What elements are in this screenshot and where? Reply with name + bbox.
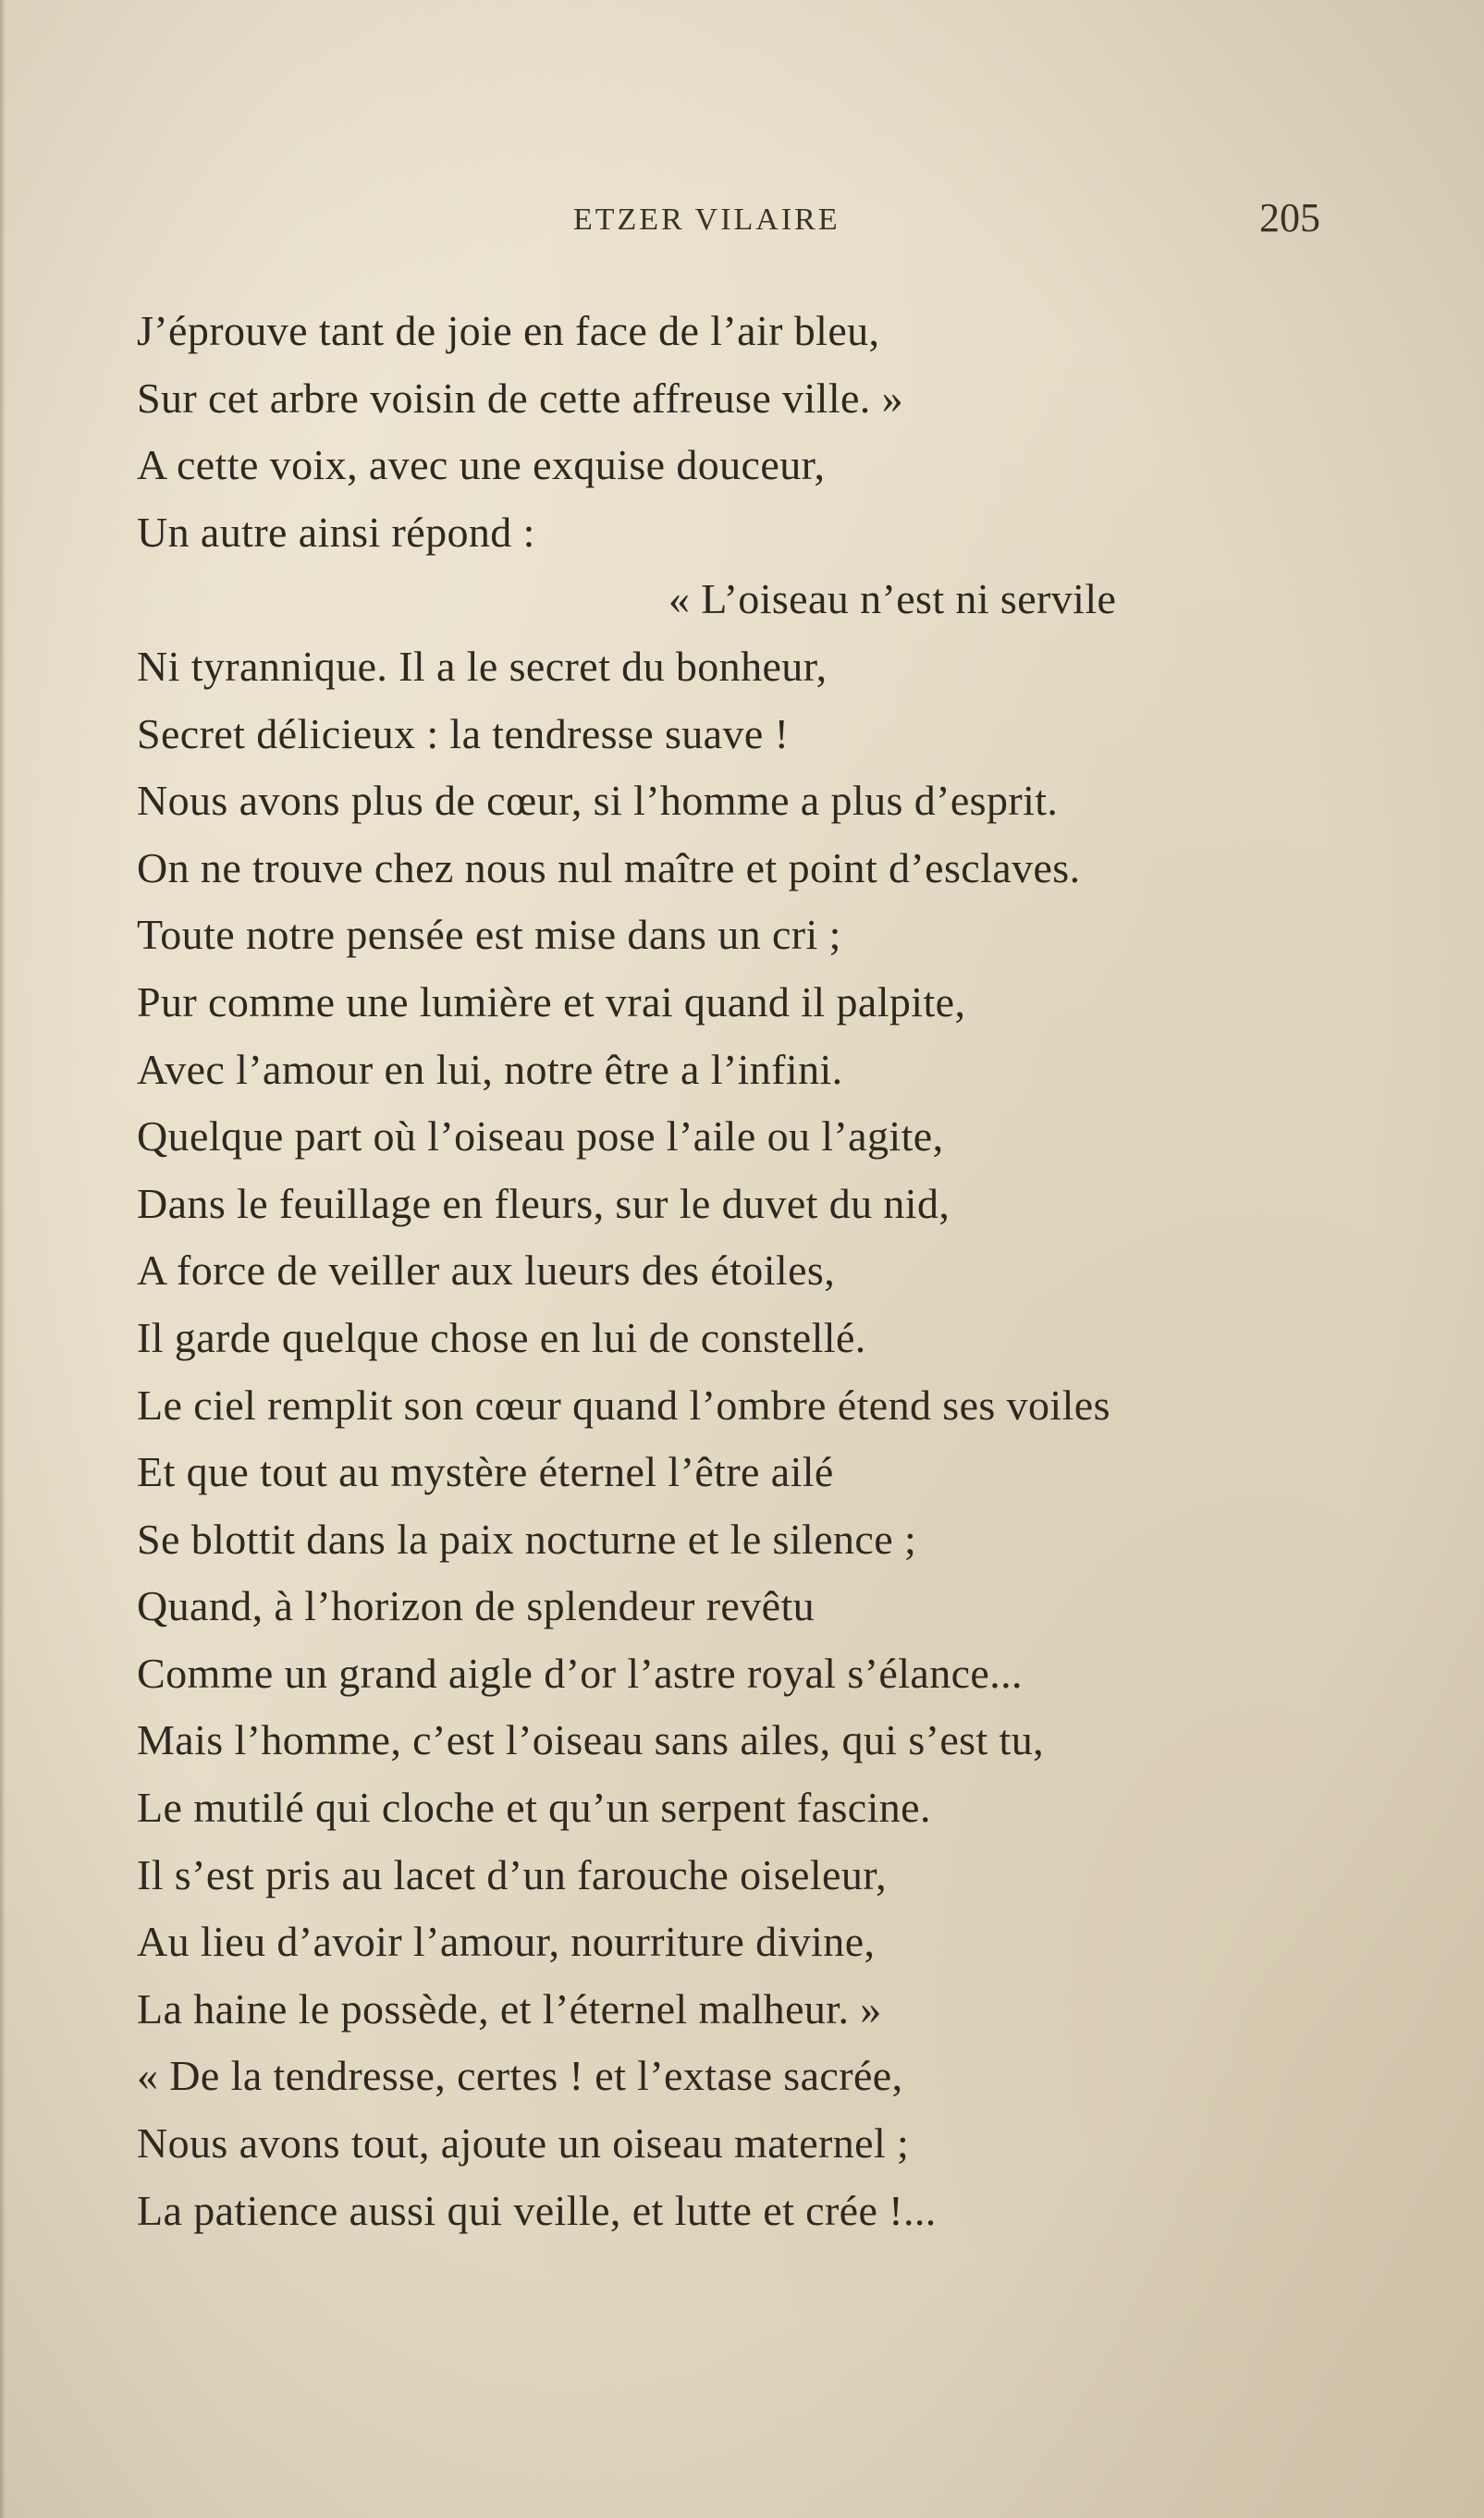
page-edge-shadow: [0, 0, 6, 2518]
verse-line: Dans le feuillage en fleurs, sur le duvet du nid,: [137, 1179, 950, 1227]
verse-line: Ni tyrannique. Il a le secret du bonheur,: [137, 642, 828, 690]
verse-line: On ne trouve chez nous nul maître et point d’esclaves.: [137, 843, 1081, 891]
verse-line: Le ciel remplit son cœur quand l’ombre étend ses voiles: [137, 1381, 1110, 1429]
page-number: 205: [1259, 195, 1320, 240]
verse-line: A cette voix, avec une exquise douceur,: [137, 441, 826, 489]
verse-line: Le mutilé qui cloche et qu’un serpent fascine.: [137, 1784, 931, 1832]
verse-line: La patience aussi qui veille, et lutte et crée !...: [137, 2186, 937, 2234]
verse-line: Quand, à l’horizon de splendeur revêtu: [137, 1582, 816, 1630]
verse-line: Sur cet arbre voisin de cette affreuse ville. »: [137, 374, 904, 422]
verse-line: « De la tendresse, certes ! et l’extase sacrée,: [137, 2052, 903, 2100]
verse-line: Un autre ainsi répond :: [137, 508, 535, 556]
poem-text: [137, 298, 1357, 2244]
verse-line: Comme un grand aigle d’or l’astre royal s’élance...: [137, 1649, 1023, 1697]
verse-line: Toute notre pensée est mise dans un cri ;: [137, 911, 841, 959]
running-head: [0, 0, 1484, 277]
verse-line: Nous avons tout, ajoute un oiseau maternel ;: [137, 2119, 910, 2168]
verse-line: Au lieu d’avoir l’amour, nourriture divine,: [137, 1918, 876, 1966]
verse-line: Nous avons plus de cœur, si l’homme a plus d’esprit.: [137, 777, 1059, 825]
verse-line: J’éprouve tant de joie en face de l’air bleu,: [137, 307, 880, 354]
verse-line: Et que tout au mystère éternel l’être ailé: [137, 1448, 834, 1496]
verse-line: Avec l’amour en lui, notre être a l’infini.: [137, 1045, 843, 1093]
verse-line: Pur comme une lumière et vrai quand il palpite,: [137, 977, 966, 1026]
verse-line: Secret délicieux : la tendresse suave !: [137, 709, 790, 757]
running-title: ETZER VILAIRE: [573, 203, 840, 237]
verse-line: Se blottit dans la paix nocturne et le silence ;: [137, 1515, 917, 1563]
verse-line: Il garde quelque chose en lui de constellé.: [137, 1313, 866, 1361]
verse-line: Mais l’homme, c’est l’oiseau sans ailes, qui s’est tu,: [137, 1716, 1045, 1764]
verse-line: Quelque part où l’oiseau pose l’aile ou l’agite,: [137, 1112, 944, 1161]
verse-line: A force de veiller aux lueurs des étoiles,: [137, 1247, 836, 1295]
verse-line: Il s’est pris au lacet d’un farouche oiseleur,: [137, 1850, 888, 1898]
verse-line-indented: « L’oiseau n’est ni servile: [668, 575, 1117, 623]
verse-line: La haine le possède, et l’éternel malheur. »: [137, 1984, 882, 2033]
